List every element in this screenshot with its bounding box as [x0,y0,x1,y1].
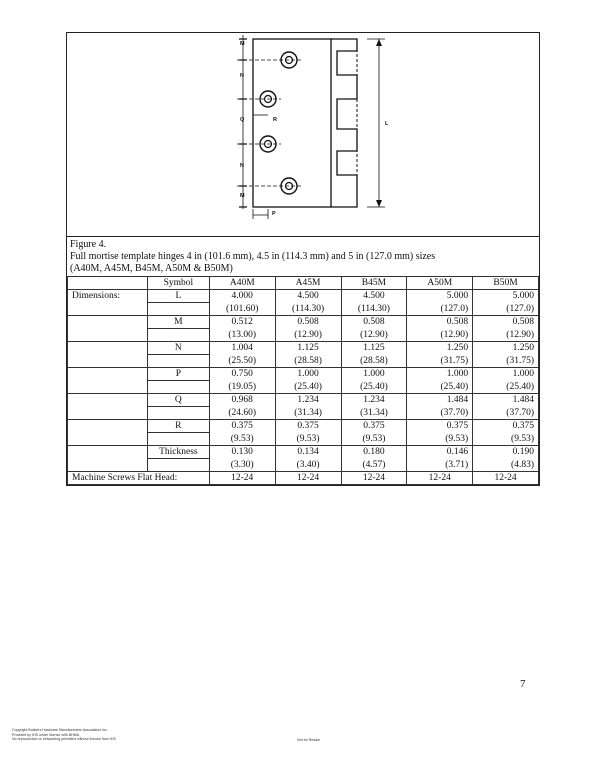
hinge-left-leaf [253,39,331,207]
mm-value-cell: (12.90) [407,329,473,342]
mm-value-cell: (3.30) [209,459,275,472]
inch-value-cell: 0.512 [209,316,275,329]
screws-label: Machine Screws Flat Head: [68,472,210,485]
mm-value-cell: (25.40) [407,381,473,394]
row-label-cell [68,394,148,407]
inch-value-cell: 1.484 [473,394,539,407]
column-header: A40M [209,277,275,290]
inch-value-cell: 1.250 [473,342,539,355]
table-row [68,316,539,329]
mm-value-cell: (12.90) [275,329,341,342]
inch-value-cell: 1.000 [275,368,341,381]
screw-size-cell: 12-24 [209,472,275,485]
footer-line-2: Provided by IHS under license with BHMA [12,732,80,737]
mm-value-cell: (31.75) [473,355,539,368]
mm-value-cell: (101.60) [209,303,275,316]
footer-line-1: Copyright Builders Hardware Manufacturers Association Inc. [12,728,108,732]
label-r: R [273,117,277,123]
symbol-cell [147,303,209,316]
symbol-cell [147,381,209,394]
mm-value-cell: (9.53) [209,433,275,446]
mm-value-cell: (31.34) [275,407,341,420]
mm-value-cell: (9.53) [407,433,473,446]
symbol-cell [147,355,209,368]
symbol-cell: Thickness [147,446,209,459]
inch-value-cell: 5.000 [407,290,473,303]
screw-size-cell: 12-24 [407,472,473,485]
mm-value-cell: (37.70) [473,407,539,420]
inch-value-cell: 4.500 [275,290,341,303]
figure-caption [67,237,539,276]
mm-value-cell: (24.60) [209,407,275,420]
symbol-cell: P [147,368,209,381]
mm-value-cell: (9.53) [341,433,407,446]
screw-size-cell: 12-24 [473,472,539,485]
table-row [68,446,539,459]
table-row [68,381,539,394]
mm-value-cell: (12.90) [473,329,539,342]
label-p: P [272,211,276,217]
label-n-bottom: N [240,163,244,169]
hinge-template-figure [67,33,539,237]
mm-value-cell: (28.58) [341,355,407,368]
row-label-cell [68,342,148,355]
inch-value-cell: 1.125 [341,342,407,355]
mm-value-cell: (9.53) [275,433,341,446]
mm-value-cell: (25.40) [341,381,407,394]
screw-size-cell: 12-24 [341,472,407,485]
mm-value-cell: (25.50) [209,355,275,368]
table-row [68,368,539,381]
inch-value-cell: 1.484 [407,394,473,407]
inch-value-cell: 0.375 [407,420,473,433]
caption-line-1: Full mortise template hinges 4 in (101.6 mm), 4.5 in (114.3 mm) and 5 in (127.0 mm) sizes [70,251,436,262]
row-label-cell [68,433,148,446]
row-label-cell [68,446,148,459]
not-for-resale-footer: Not for Resale [297,738,320,742]
mm-value-cell: (127.0) [407,303,473,316]
inch-value-cell: 0.134 [275,446,341,459]
inch-value-cell: 0.146 [407,446,473,459]
label-m-top: M [240,41,245,47]
mm-value-cell: (28.58) [275,355,341,368]
inch-value-cell: 1.000 [341,368,407,381]
screw-size-cell: 12-24 [275,472,341,485]
table-row [68,433,539,446]
inch-value-cell: 1.125 [275,342,341,355]
hinge-right-leaf [331,39,357,207]
mm-value-cell: (12.90) [341,329,407,342]
label-q: Q [240,117,245,123]
table-row [68,394,539,407]
table-row [68,407,539,420]
row-label-cell [68,316,148,329]
symbol-cell: N [147,342,209,355]
copyright-footer [12,728,116,742]
inch-value-cell: 0.508 [341,316,407,329]
row-label-cell [68,407,148,420]
row-label-cell [68,381,148,394]
symbol-cell [147,459,209,472]
inch-value-cell: 4.000 [209,290,275,303]
mm-value-cell: (127.0) [473,303,539,316]
symbol-cell: Q [147,394,209,407]
inch-value-cell: 1.250 [407,342,473,355]
mm-value-cell: (4.83) [473,459,539,472]
inch-value-cell: 0.508 [275,316,341,329]
mm-value-cell: (3.40) [275,459,341,472]
symbol-cell: L [147,290,209,303]
hole-centerlines [237,60,303,186]
p-dimension-line [253,209,268,219]
column-header: B45M [341,277,407,290]
inch-value-cell: 1.004 [209,342,275,355]
label-m-bottom: M [240,193,245,199]
column-header: A50M [407,277,473,290]
caption-title: Figure 4. [70,239,107,250]
inch-value-cell: 0.750 [209,368,275,381]
hinge-drawing [67,33,539,236]
inch-value-cell: 0.375 [341,420,407,433]
inch-value-cell: 0.180 [341,446,407,459]
inch-value-cell: 0.130 [209,446,275,459]
mm-value-cell: (114.30) [275,303,341,316]
symbol-cell [147,329,209,342]
symbol-cell: R [147,420,209,433]
inch-value-cell: 0.375 [275,420,341,433]
inch-value-cell: 1.000 [473,368,539,381]
inch-value-cell: 0.968 [209,394,275,407]
mm-value-cell: (37.70) [407,407,473,420]
mm-value-cell: (13.00) [209,329,275,342]
table-row [68,342,539,355]
mm-value-cell: (25.40) [473,381,539,394]
page-number: 7 [520,678,526,690]
dimensions-label: Dimensions: [68,290,148,303]
symbol-cell: M [147,316,209,329]
mm-value-cell: (9.53) [473,433,539,446]
symbol-cell [147,433,209,446]
caption-line-2: (A40M, A45M, B45M, A50M & B50M) [70,263,233,274]
row-label-cell [68,329,148,342]
row-label-cell [68,368,148,381]
table-row [68,355,539,368]
label-l: L [385,121,389,127]
inch-value-cell: 1.234 [275,394,341,407]
dimensions-table [67,276,539,485]
inch-value-cell: 1.234 [341,394,407,407]
inch-value-cell: 5.000 [473,290,539,303]
screws-row [68,472,539,485]
inch-value-cell: 4.500 [341,290,407,303]
symbol-cell [147,407,209,420]
mm-value-cell: (19.05) [209,381,275,394]
mm-value-cell: (4.57) [341,459,407,472]
row-label-cell [68,420,148,433]
inch-value-cell: 0.508 [473,316,539,329]
table-row [68,303,539,316]
row-label-cell [68,355,148,368]
mm-value-cell: (31.75) [407,355,473,368]
mm-value-cell: (31.34) [341,407,407,420]
footer-line-3: No reproduction or networking permitted without license from IHS [12,737,116,742]
symbol-header: Symbol [147,277,209,290]
table-row [68,459,539,472]
row-label-cell [68,303,148,316]
row-label-cell [68,459,148,472]
mm-value-cell: (114.30) [341,303,407,316]
inch-value-cell: 0.375 [473,420,539,433]
column-header: B50M [473,277,539,290]
mm-value-cell: (3.71) [407,459,473,472]
label-n-top: N [240,73,244,79]
table-header-row [68,277,539,290]
column-header: A45M [275,277,341,290]
table-row [68,329,539,342]
figure-table-frame [66,32,540,486]
table-row [68,290,539,303]
inch-value-cell: 0.508 [407,316,473,329]
inch-value-cell: 0.190 [473,446,539,459]
l-dimension-line [367,39,385,207]
inch-value-cell: 0.375 [209,420,275,433]
mm-value-cell: (25.40) [275,381,341,394]
table-row [68,420,539,433]
inch-value-cell: 1.000 [407,368,473,381]
